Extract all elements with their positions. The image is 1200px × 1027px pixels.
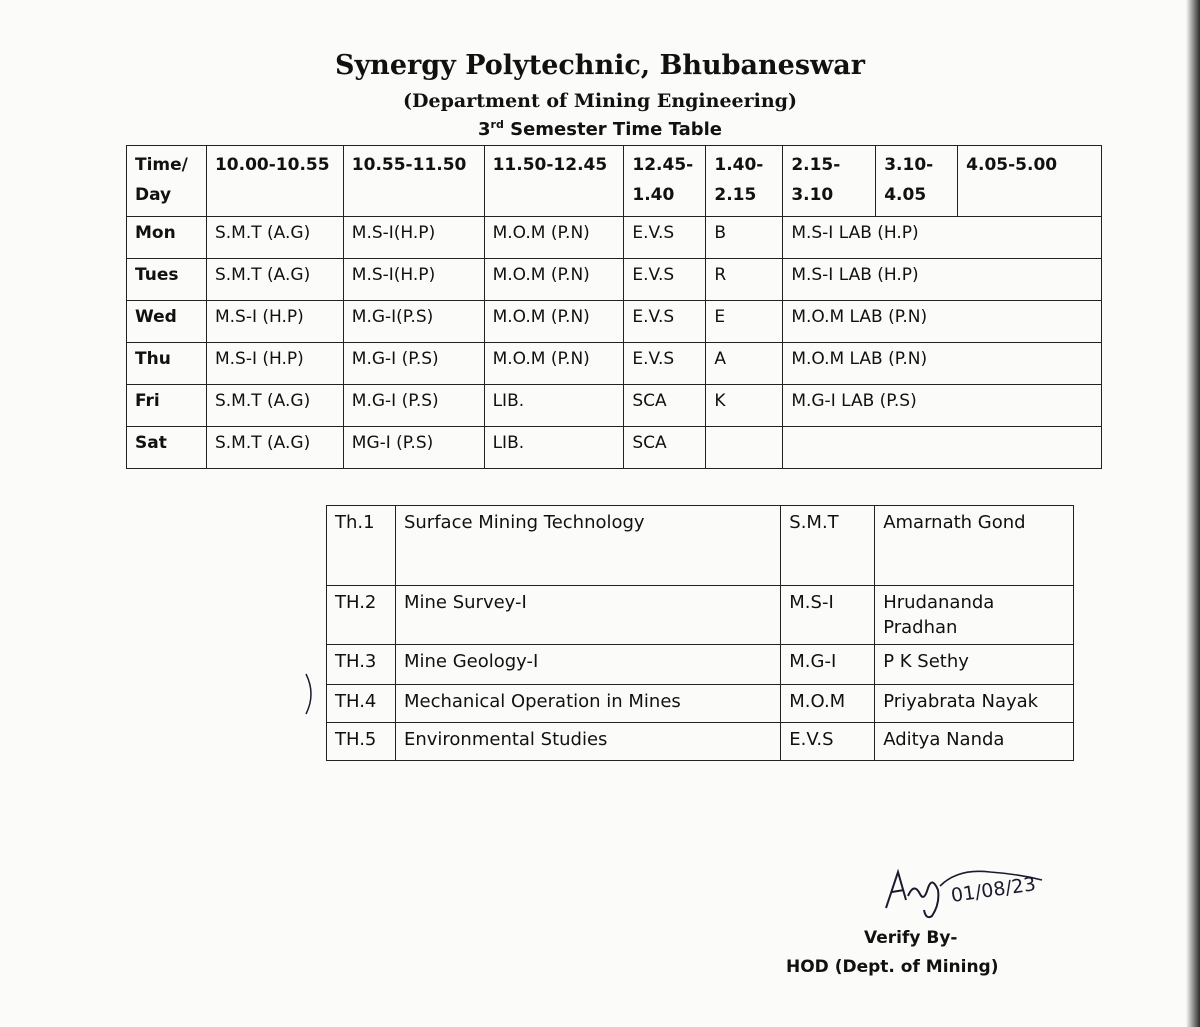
- lab-cell: [783, 427, 1102, 469]
- subject-teacher: Amarnath Gond: [875, 506, 1074, 586]
- margin-bracket-mark: [300, 672, 320, 716]
- subject-row: [327, 506, 1074, 586]
- subject-abbr: M.O.M: [781, 685, 875, 723]
- subject-code: TH.5: [327, 723, 396, 761]
- subject-code: TH.3: [327, 645, 396, 685]
- verify-label: Verify By-: [864, 928, 958, 948]
- period-cell: M.S-I (H.P): [206, 343, 343, 385]
- lab-cell: M.S-I LAB (H.P): [783, 217, 1102, 259]
- subject-name: Environmental Studies: [395, 723, 780, 761]
- page-edge-shadow: [1186, 0, 1200, 1027]
- period-cell: S.M.T (A.G): [206, 385, 343, 427]
- break-cell: [706, 427, 783, 469]
- subject-abbr: E.V.S: [781, 723, 875, 761]
- lab-cell: M.G-I LAB (P.S): [783, 385, 1102, 427]
- timetable: [126, 145, 1102, 469]
- timetable-row: [127, 385, 1102, 427]
- period-cell: S.M.T (A.G): [206, 427, 343, 469]
- subject-abbr: M.G-I: [781, 645, 875, 685]
- period-cell: M.G-I(P.S): [343, 301, 484, 343]
- day-cell: Thu: [127, 343, 207, 385]
- subject-row: [327, 645, 1074, 685]
- semester-heading: 3rd Semester Time Table: [478, 118, 722, 140]
- timetable-row: [127, 301, 1102, 343]
- break-cell: R: [706, 259, 783, 301]
- period-cell: E.V.S: [624, 217, 706, 259]
- day-cell: Wed: [127, 301, 207, 343]
- subject-teacher: Hrudananda Pradhan: [875, 586, 1074, 645]
- subject-abbr: S.M.T: [781, 506, 875, 586]
- period-cell: M.G-I (P.S): [343, 343, 484, 385]
- subject-name: Mechanical Operation in Mines: [395, 685, 780, 723]
- break-cell: E: [706, 301, 783, 343]
- hod-signature: [880, 860, 1050, 920]
- break-cell: A: [706, 343, 783, 385]
- subject-row: [327, 723, 1074, 761]
- subject-row: [327, 586, 1074, 645]
- lab-cell: M.O.M LAB (P.N): [783, 301, 1102, 343]
- subject-code: TH.2: [327, 586, 396, 645]
- period-cell: SCA: [624, 385, 706, 427]
- header-cell: 11.50-12.45: [484, 146, 624, 217]
- day-cell: Mon: [127, 217, 207, 259]
- subject-teacher: Aditya Nanda: [875, 723, 1074, 761]
- timetable-row: [127, 427, 1102, 469]
- institution-title: Synergy Polytechnic, Bhubaneswar: [335, 50, 865, 81]
- header-cell: 4.05-5.00: [958, 146, 1102, 217]
- day-cell: Fri: [127, 385, 207, 427]
- header-cell: 12.45-1.40: [624, 146, 706, 217]
- day-cell: Sat: [127, 427, 207, 469]
- subject-row: [327, 685, 1074, 723]
- period-cell: M.S-I(H.P): [343, 217, 484, 259]
- header-cell: Time/ Day: [127, 146, 207, 217]
- period-cell: LIB.: [484, 427, 624, 469]
- hod-label: HOD (Dept. of Mining): [786, 957, 999, 977]
- department-subtitle: (Department of Mining Engineering): [403, 90, 797, 112]
- day-cell: Tues: [127, 259, 207, 301]
- header-cell: 2.15-3.10: [783, 146, 876, 217]
- subject-teacher: P K Sethy: [875, 645, 1074, 685]
- header-cell: 1.40-2.15: [706, 146, 783, 217]
- period-cell: S.M.T (A.G): [206, 259, 343, 301]
- period-cell: M.O.M (P.N): [484, 259, 624, 301]
- subject-teacher: Priyabrata Nayak: [875, 685, 1074, 723]
- header-cell: 10.55-11.50: [343, 146, 484, 217]
- period-cell: M.O.M (P.N): [484, 301, 624, 343]
- break-cell: K: [706, 385, 783, 427]
- break-cell: B: [706, 217, 783, 259]
- lab-cell: M.O.M LAB (P.N): [783, 343, 1102, 385]
- subject-code: TH.4: [327, 685, 396, 723]
- lab-cell: M.S-I LAB (H.P): [783, 259, 1102, 301]
- period-cell: SCA: [624, 427, 706, 469]
- subject-abbr: M.S-I: [781, 586, 875, 645]
- period-cell: M.O.M (P.N): [484, 343, 624, 385]
- period-cell: LIB.: [484, 385, 624, 427]
- timetable-row: [127, 217, 1102, 259]
- subject-table: [326, 505, 1074, 761]
- period-cell: E.V.S: [624, 301, 706, 343]
- subject-code: Th.1: [327, 506, 396, 586]
- header-cell: 10.00-10.55: [206, 146, 343, 217]
- timetable-header-row: [127, 146, 1102, 217]
- period-cell: E.V.S: [624, 343, 706, 385]
- timetable-row: [127, 343, 1102, 385]
- period-cell: M.S-I(H.P): [343, 259, 484, 301]
- subject-name: Mine Geology-I: [395, 645, 780, 685]
- period-cell: M.G-I (P.S): [343, 385, 484, 427]
- period-cell: E.V.S: [624, 259, 706, 301]
- timetable-row: [127, 259, 1102, 301]
- period-cell: S.M.T (A.G): [206, 217, 343, 259]
- period-cell: M.S-I (H.P): [206, 301, 343, 343]
- signature-date: 01/08/23: [949, 873, 1038, 907]
- period-cell: M.O.M (P.N): [484, 217, 624, 259]
- subject-name: Mine Survey-I: [395, 586, 780, 645]
- header-cell: 3.10-4.05: [876, 146, 958, 217]
- period-cell: MG-I (P.S): [343, 427, 484, 469]
- subject-name: Surface Mining Technology: [395, 506, 780, 586]
